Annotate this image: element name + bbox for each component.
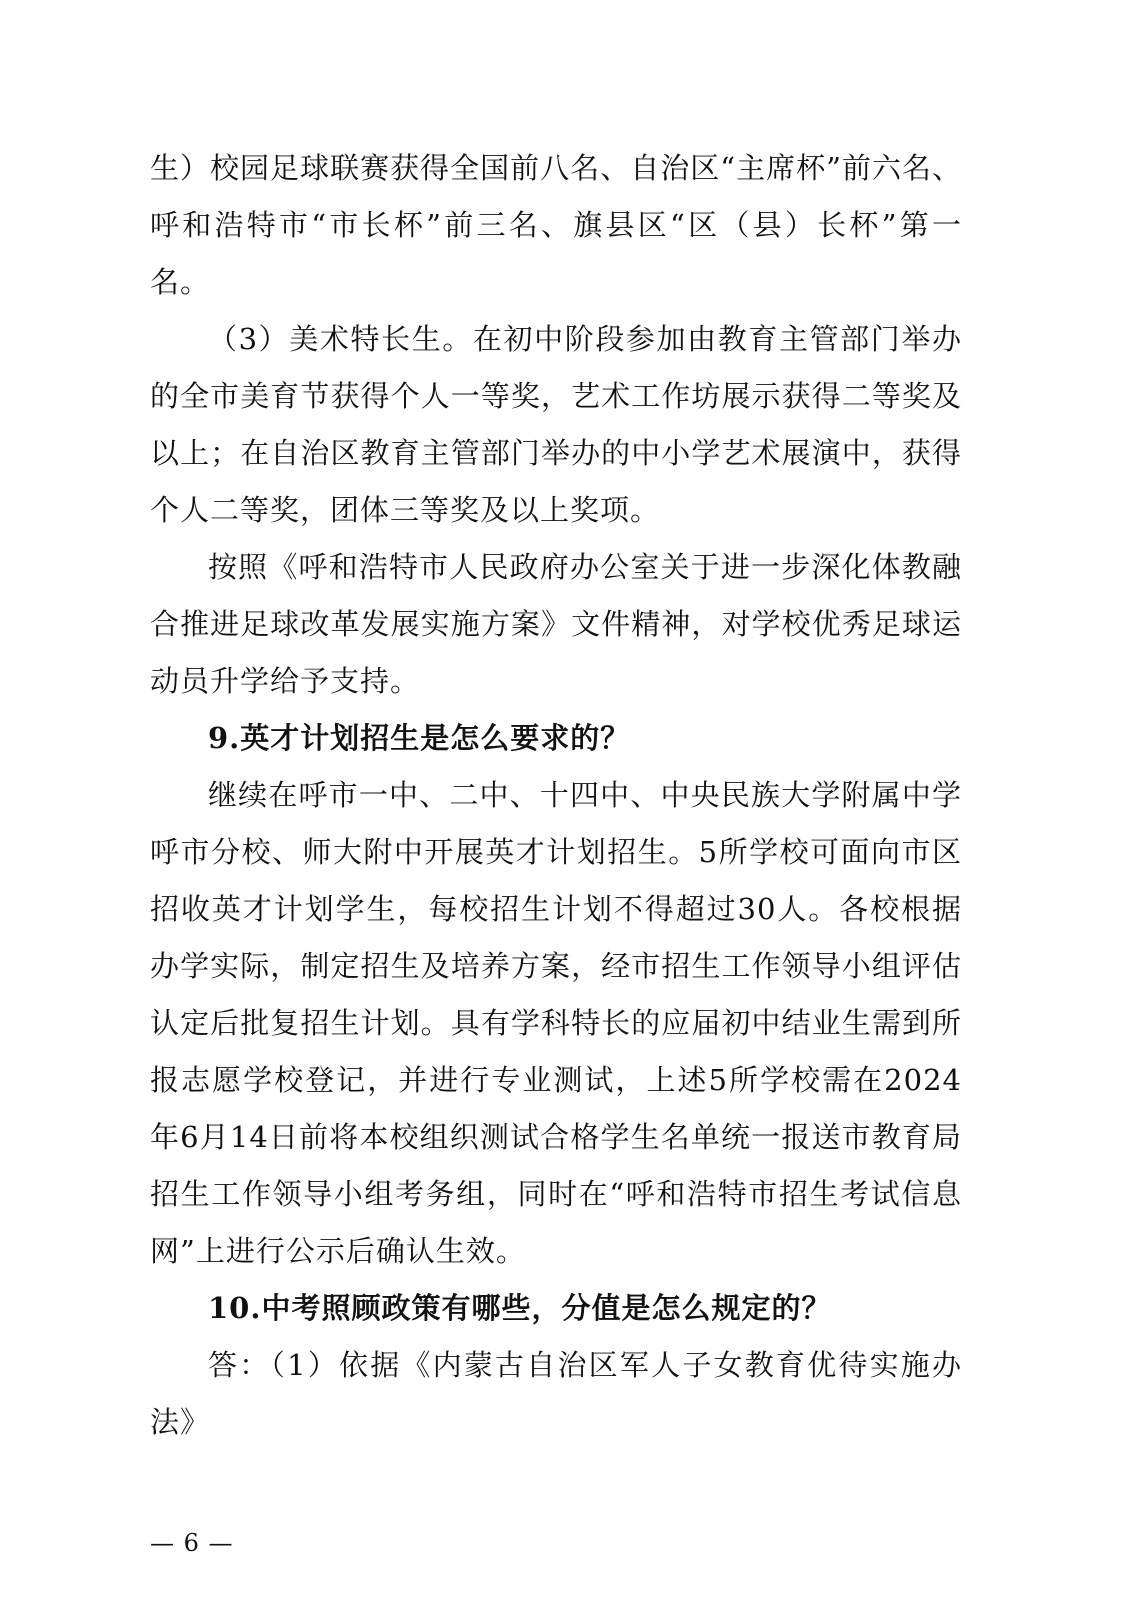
paragraph-talent-plan: 继续在呼市一中、二中、十四中、中央民族大学附属中学呼市分校、师大附中开展英才计划招生。5所学校可面向市区招收英才计划学生，每校招生计划不得超过30人。各校根据办学实际，制定招生及培养方案，经市招生工作领导小组评估认定后批复招生计划。具有学科特长的应届初中结业生需到所报志愿学校登记，并进行专业测试，上述5所学校需在2024年6月14日前将本校组织测试合格学生名单统一报送市教育局招生工作领导小组考务组，同时在“呼和浩特市招生考试信息网”上进行公示后确认生效。 bbox=[150, 778, 962, 1268]
paragraph-continuation: 生）校园足球联赛获得全国前八名、自治区“主席杯”前六名、呼和浩特市“市长杯”前三名、旗县区“区（县）长杯”第一名。 bbox=[150, 151, 962, 299]
paragraph-football-policy: 按照《呼和浩特市人民政府办公室关于进一步深化体教融合推进足球改革发展实施方案》文件精神，对学校优秀足球运动员升学给予支持。 bbox=[150, 550, 962, 698]
paragraph-answer-start: 答：（1）依据《内蒙古自治区军人子女教育优待实施办法》 bbox=[150, 1348, 962, 1439]
document-body bbox=[150, 140, 962, 1451]
question-heading-10: 10.中考照顾政策有哪些，分值是怎么规定的？ bbox=[208, 1291, 832, 1325]
page-number: — 6 — bbox=[150, 1529, 234, 1557]
question-heading-9: 9.英才计划招生是怎么要求的？ bbox=[208, 721, 631, 755]
paragraph-art-specialty: （3）美术特长生。在初中阶段参加由教育主管部门举办的全市美育节获得个人一等奖，艺术工作坊展示获得二等奖及以上；在自治区教育主管部门举办的中小学艺术展演中，获得个人二等奖，团体三等奖及以上奖项。 bbox=[150, 322, 962, 527]
